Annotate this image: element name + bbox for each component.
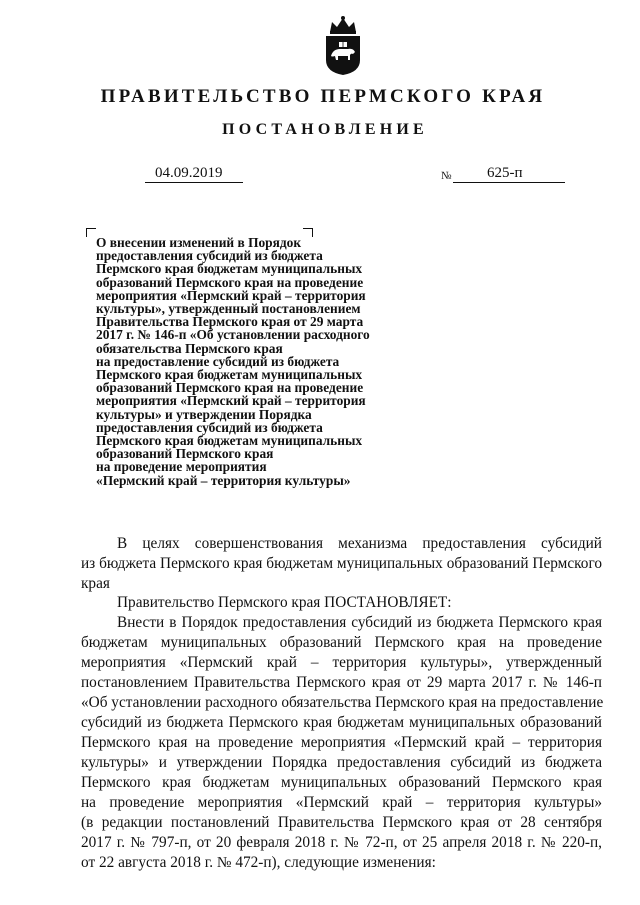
subject-line: предоставления субсидий из бюджета bbox=[96, 419, 323, 435]
subject-line: образований Пермского края bbox=[96, 446, 274, 462]
number-prefix: № bbox=[441, 170, 452, 182]
paragraph-line: бюджетам муниципальных образований Пермского края на проведение bbox=[81, 634, 602, 651]
paragraph-line: края bbox=[81, 575, 110, 592]
paragraph-line: (в редакции постановлений Правительства Пермского края от 28 сентября bbox=[81, 814, 602, 831]
paragraph-line: «Об установлении расходного обязательства Пермского края на предоставление bbox=[81, 694, 604, 711]
paragraph-line: постановлением Правительства Пермского края от 29 марта 2017 г. № 146-п bbox=[81, 674, 602, 691]
document-subject bbox=[96, 236, 426, 487]
subject-line: О внесении изменений в Порядок bbox=[96, 235, 302, 250]
paragraph-line: В целях совершенствования механизма предоставления субсидий bbox=[117, 535, 602, 552]
document-date: 04.09.2019 bbox=[145, 166, 243, 183]
government-title: ПРАВИТЕЛЬСТВО ПЕРМСКОГО КРАЯ bbox=[100, 86, 546, 107]
paragraph-line: на проведение мероприятия «Пермский край – территория культуры» bbox=[81, 794, 602, 811]
subject-line: предоставления субсидий из бюджета bbox=[96, 248, 323, 264]
paragraph-line: 2017 г. № 797-п, от 20 февраля 2018 г. № 72-п, от 25 апреля 2018 г. № 220-п, bbox=[81, 834, 602, 851]
paragraph-line: Пермского края на проведение мероприятия «Пермский край – территория bbox=[81, 734, 602, 751]
amendment-paragraph bbox=[81, 613, 602, 873]
subject-line: Пермского края бюджетам муниципальных bbox=[96, 367, 363, 383]
subject-line: образований Пермского края на проведение bbox=[96, 380, 364, 396]
subject-line: мероприятия «Пермский край – территория bbox=[96, 287, 366, 303]
subject-line: 2017 г. № 146-п «Об установлении расходного bbox=[96, 327, 370, 343]
paragraph-line: Внести в Порядок предоставления субсидий из бюджета Пермского края bbox=[117, 614, 602, 631]
paragraph-line: от 22 августа 2018 г. № 472-п), следующие изменения: bbox=[81, 854, 436, 871]
paragraph-line: мероприятия «Пермский край – территория культуры», утвержденный bbox=[81, 654, 602, 671]
paragraph-line: из бюджета Пермского края бюджетам муниципальных образований Пермского bbox=[81, 555, 602, 572]
subject-line: культуры» и утверждении Порядка bbox=[96, 406, 312, 422]
subject-line: «Пермский край – территория культуры» bbox=[96, 472, 351, 488]
coat-of-arms-icon bbox=[322, 14, 364, 76]
preamble-paragraph bbox=[81, 534, 602, 594]
subject-line: Пермского края бюджетам муниципальных bbox=[96, 433, 363, 449]
subject-line: культуры», утвержденный постановлением bbox=[96, 301, 361, 317]
subject-bracket-left bbox=[86, 228, 96, 237]
subject-line: на предоставление субсидий из бюджета bbox=[96, 353, 340, 369]
subject-line: образований Пермского края на проведение bbox=[96, 274, 364, 290]
paragraph-line: Пермского края бюджетам муниципальных образований Пермского края bbox=[81, 774, 602, 791]
subject-line: мероприятия «Пермский край – территория bbox=[96, 393, 366, 409]
document-number: 625-п bbox=[453, 166, 565, 183]
resolution-statement: Правительство Пермского края ПОСТАНОВЛЯЕТ: bbox=[117, 594, 452, 611]
subject-line: Правительства Пермского края от 29 марта bbox=[96, 314, 364, 330]
subject-line: Пермского края бюджетам муниципальных bbox=[96, 261, 363, 277]
paragraph-line: культуры» и утверждении Порядка предоставления субсидий из бюджета bbox=[81, 754, 602, 771]
subject-line: на проведение мероприятия bbox=[96, 459, 267, 475]
paragraph-line: субсидий из бюджета Пермского края бюджетам муниципальных образований bbox=[81, 714, 602, 731]
subject-line: обязательства Пермского края bbox=[96, 340, 283, 356]
document-type: ПОСТАНОВЛЕНИЕ bbox=[222, 121, 428, 138]
